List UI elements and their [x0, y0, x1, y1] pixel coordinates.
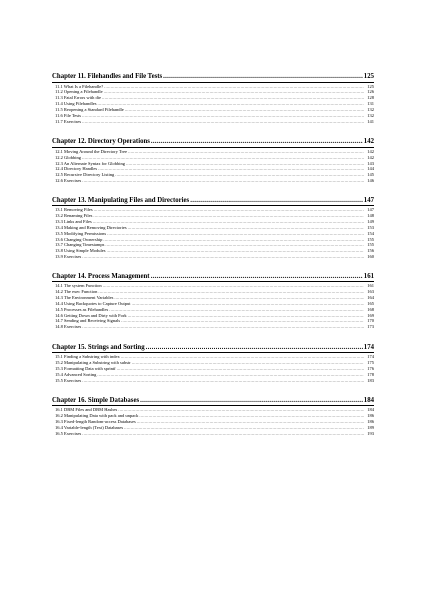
entry-page-number: 163: [367, 288, 374, 294]
entry-page-number: 126: [367, 89, 374, 95]
chapter-rule: [52, 352, 374, 353]
entry-page-number: 184: [367, 407, 374, 413]
entry-page-number: 131: [367, 101, 374, 107]
entry-title: 13.5 Modifying Permissions: [55, 230, 107, 236]
chapter-page-number: 174: [363, 343, 374, 351]
chapter-heading: [52, 73, 374, 81]
entry-page-number: 132: [367, 112, 374, 118]
entry-title: 11.5 Reopening a Standard Filehandle: [55, 107, 124, 113]
entry-title: 15.1 Finding a Substring with index: [55, 354, 120, 360]
entry-title: 14.7 Sending and Receiving Signals: [55, 318, 121, 324]
dot-leader: [140, 397, 363, 405]
entry-title: 16.3 Fixed-length Random-access Databases: [55, 418, 136, 424]
entry-title: 11.3 Fatal Errors with die: [55, 95, 101, 101]
entry-title: 15.4 Advanced Sorting: [55, 371, 97, 377]
entry-page-number: 148: [367, 212, 374, 218]
entry-title: 14.4 Using Backquotes to Capture Output: [55, 300, 131, 306]
entry-page-number: 142: [367, 148, 374, 154]
entry-title: 13.4 Making and Removing Directories: [55, 224, 127, 230]
dot-leader: [151, 138, 363, 146]
chapter-section: [52, 197, 374, 261]
entry-page-number: 183: [367, 377, 374, 383]
chapter-heading: [52, 344, 374, 352]
entry-page-number: 170: [367, 318, 374, 324]
entry-title: 13.3 Links and Files: [55, 218, 92, 224]
entry-title: 16.2 Manipulating Data with pack and unpack: [55, 413, 139, 419]
toc-entry: [52, 254, 374, 260]
entry-title: 16.4 Variable-length (Text) Databases: [55, 424, 124, 430]
dot-leader: [82, 324, 364, 330]
entry-title: 11.6 File Tests: [55, 112, 82, 118]
entry-title: 14.1 The system Function: [55, 283, 102, 289]
entry-title: 16.1 DBM Files and DBM Hashes: [55, 407, 118, 413]
entry-page-number: 147: [367, 207, 374, 213]
chapter-rule: [52, 405, 374, 406]
dot-leader: [146, 344, 363, 352]
entry-title: 12.1 Moving Around the Directory Tree: [55, 148, 127, 154]
entry-title: 11.2 Opening a Filehandle: [55, 89, 103, 95]
dot-leader: [82, 254, 364, 260]
entry-page-number: 176: [367, 366, 374, 371]
chapter-section: [52, 73, 374, 125]
entry-title: 12.4 Directory Handles: [55, 166, 98, 172]
entry-page-number: 186: [367, 413, 374, 419]
chapter-rule: [52, 82, 374, 83]
entry-page-number: 178: [367, 371, 374, 377]
dot-leader: [82, 431, 364, 437]
toc-entry: [52, 324, 374, 330]
entry-title: 14.3 The Environment Variables: [55, 294, 114, 300]
entry-page-number: 164: [367, 294, 374, 300]
entry-page-number: 165: [367, 300, 374, 306]
chapter-section: [52, 397, 374, 437]
entry-title: 13.9 Exercises: [55, 254, 82, 260]
entry-page-number: 141: [367, 118, 374, 124]
toc-entry: [52, 378, 374, 384]
entry-title: 13.8 Using Simple Modules: [55, 248, 106, 254]
chapter-page-number: 161: [363, 272, 374, 280]
entry-page-number: 143: [367, 160, 374, 166]
toc-entry: [52, 178, 374, 184]
entry-page-number: 161: [367, 283, 374, 289]
dot-leader: [82, 378, 364, 384]
chapter-section: [52, 273, 374, 331]
entry-title: 13.7 Changing Timestamps: [55, 242, 105, 248]
dot-leader: [190, 197, 363, 205]
entry-page-number: 142: [367, 154, 374, 160]
table-of-contents: [52, 73, 374, 450]
entry-page-number: 189: [367, 424, 374, 430]
chapter-rule: [52, 205, 374, 206]
entry-title: 13.6 Changing Ownership: [55, 236, 103, 242]
chapter-heading: [52, 397, 374, 405]
entry-title: 12.3 An Alternate Syntax for Globbing: [55, 160, 125, 166]
chapter-heading: [52, 197, 374, 205]
chapter-page-number: 125: [363, 73, 374, 80]
entry-title: 13.2 Renaming Files: [55, 212, 93, 218]
chapter-heading: [52, 273, 374, 281]
entry-page-number: 155: [367, 236, 374, 242]
chapter-page-number: 184: [363, 396, 374, 404]
toc-entry: [52, 431, 374, 437]
dot-leader: [151, 273, 363, 281]
entry-page-number: 125: [367, 83, 374, 89]
entry-page-number: 146: [367, 178, 374, 184]
entry-title: 12.2 Globbing: [55, 154, 82, 160]
chapter-title: Chapter 15. Strings and Sorting: [52, 343, 145, 351]
chapter-rule: [52, 147, 374, 148]
chapter-title: Chapter 13. Manipulating Files and Directories: [52, 196, 190, 204]
chapter-rule: [52, 281, 374, 282]
entry-page-number: 169: [367, 312, 374, 318]
toc-entry: [52, 119, 374, 125]
chapter-title: Chapter 12. Directory Operations: [52, 138, 150, 146]
chapter-title: Chapter 14. Process Management: [52, 272, 150, 280]
entry-title: 15.2 Manipulating a Substring with substr: [55, 360, 131, 366]
entry-title: 11.7 Exercises: [55, 118, 82, 124]
dot-leader: [82, 178, 364, 184]
entry-page-number: 160: [367, 254, 374, 260]
chapter-title: Chapter 16. Simple Databases: [52, 396, 140, 404]
entry-page-number: 144: [367, 166, 374, 172]
entry-title: 14.8 Exercises: [55, 324, 82, 330]
entry-title: 12.6 Exercises: [55, 178, 82, 184]
entry-page-number: 173: [367, 324, 374, 330]
chapter-page-number: 147: [363, 196, 374, 204]
chapter-page-number: 142: [363, 138, 374, 146]
entry-title: 16.5 Exercises: [55, 430, 82, 436]
entry-title: 14.6 Getting Down and Dirty with Fork: [55, 312, 127, 318]
chapter-heading: [52, 138, 374, 146]
chapter-section: [52, 138, 374, 184]
entry-page-number: 186: [367, 418, 374, 424]
entry-title: 15.5 Exercises: [55, 377, 82, 383]
entry-page-number: 149: [367, 218, 374, 224]
chapter-title: Chapter 11. Filehandles and File Tests: [52, 73, 163, 80]
entry-page-number: 175: [367, 360, 374, 366]
entry-title: 11.4 Using Filehandles: [55, 101, 97, 107]
entry-page-number: 193: [367, 430, 374, 436]
entry-page-number: 145: [367, 172, 374, 178]
entry-title: 14.5 Processes as Filehandles: [55, 306, 109, 312]
entry-page-number: 153: [367, 224, 374, 230]
entry-page-number: 174: [367, 354, 374, 360]
entry-title: 13.1 Removing Files: [55, 207, 93, 213]
entry-title: 12.5 Recursive Directory Listing: [55, 172, 115, 178]
entry-title: 11.1 What Is a Filehandle?: [55, 83, 104, 89]
entry-title: 14.2 The exec Function: [55, 288, 98, 294]
entry-page-number: 156: [367, 248, 374, 254]
dot-leader: [163, 73, 363, 81]
chapter-section: [52, 344, 374, 384]
entry-page-number: 128: [367, 95, 374, 101]
entry-title: 15.3 Formatting Data with sprintf: [55, 366, 116, 371]
dot-leader: [82, 119, 364, 125]
entry-page-number: 132: [367, 107, 374, 113]
entry-page-number: 155: [367, 242, 374, 248]
entry-page-number: 154: [367, 230, 374, 236]
entry-page-number: 168: [367, 306, 374, 312]
